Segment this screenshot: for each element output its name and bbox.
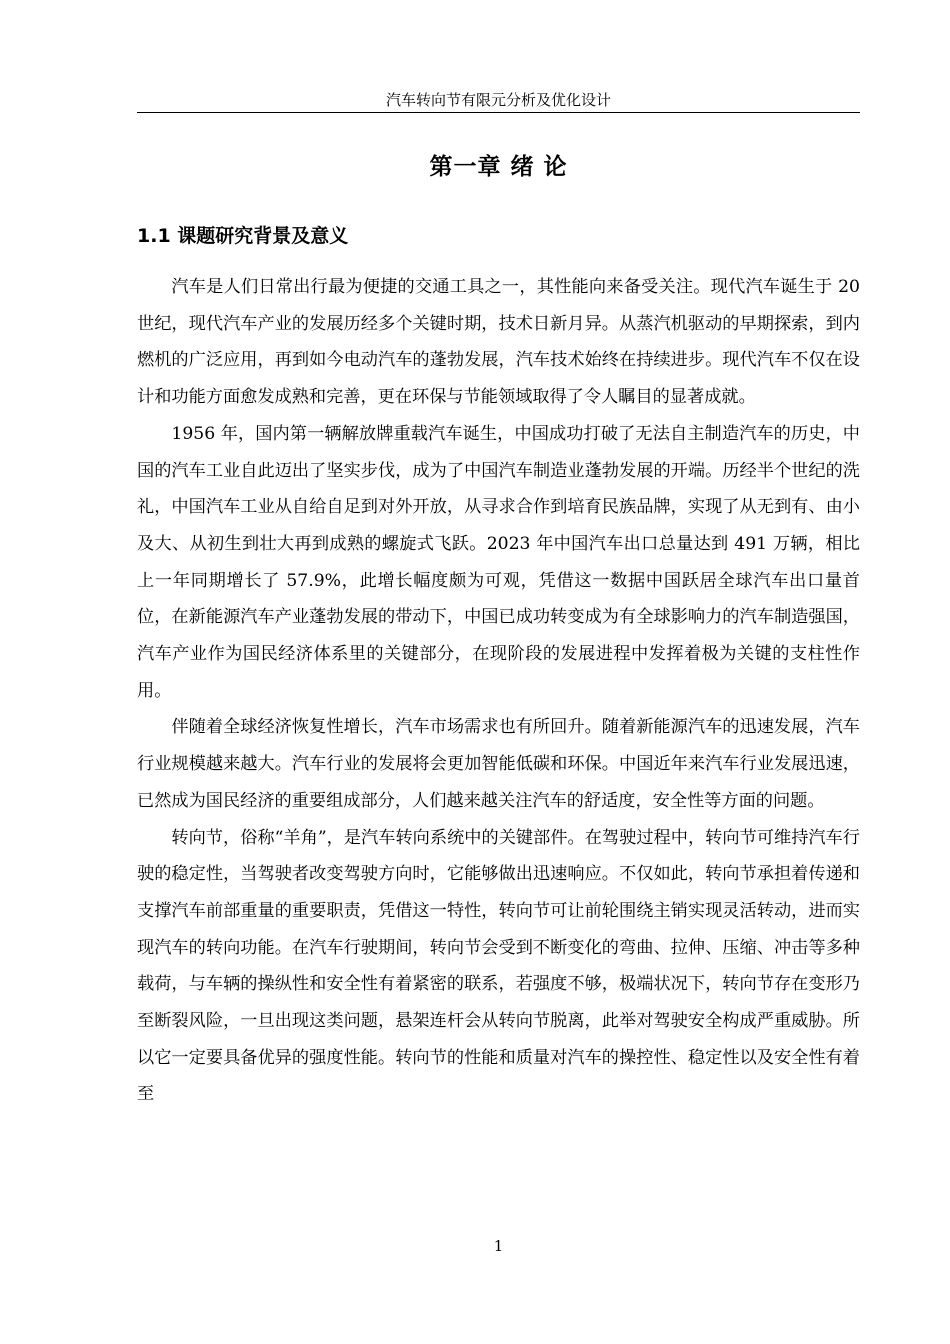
paragraph-4: 转向节，俗称“羊角”，是汽车转向系统中的关键部件。在驾驶过程中，转向节可维持汽车行驶的稳定性，当驾驶者改变驾驶方向时，它能够做出迅速响应。不仅如此，转向节承担着传递和支撑汽车前部重量的重要职责，凭借这一特性，转向节可让前轮围绕主销实现灵活转动，进而实现汽车的转向功能。在汽车行驶期间，转向节会受到不断变化的弯曲、拉伸、压缩、冲击等多种载荷，与车辆的操纵性和安全性有着紧密的联系，若强度不够，极端状况下，转向节存在变形乃至断裂风险，一旦出现这类问题，悬架连杆会从转向节脱离，此举对驾驶安全构成严重威胁。所以它一定要具备优异的强度性能。转向节的性能和质量对汽车的操控性、稳定性以及安全性有着至 <box>137 827 860 1105</box>
page-number: 1 <box>493 1237 504 1255</box>
header-rule <box>137 112 860 113</box>
running-header: 汽车转向节有限元分析及优化设计 <box>385 91 611 109</box>
paragraph-3: 伴随着全球经济恢复性增长，汽车市场需求也有所回升。随着新能源汽车的迅速发展，汽车行业规模越来越大。汽车行业的发展将会更加智能低碳和环保。中国近年来汽车行业发展迅速，已然成为国民经济的重要组成部分，人们越来越关注汽车的舒适度，安全性等方面的问题。 <box>137 717 860 811</box>
paragraph-2: 1956 年，国内第一辆解放牌重载汽车诞生，中国成功打破了无法自主制造汽车的历史，中国的汽车工业自此迈出了坚实步伐，成为了中国汽车制造业蓬勃发展的开端。历经半个世纪的洗礼，中国汽车工业从自给自足到对外开放，从寻求合作到培育民族品牌，实现了从无到有、由小及大、从初生到壮大再到成熟的螺旋式飞跃。2023 年中国汽车出口总量达到 491 万辆，相比上一年同期增长了 57.9%，此增长幅度颇为可观，凭借这一数据中国跃居全球汽车出口量首位，在新能源汽车产业蓬勃发展的带动下，中国已成功转变成为有全球影响力的汽车制造强国，汽车产业作为国民经济体系里的关键部分，在现阶段的发展进程中发挥着极为关键的支柱性作用。 <box>137 423 860 701</box>
body-text <box>137 269 860 1113</box>
section-heading: 1.1 课题研究背景及意义 <box>137 225 349 247</box>
chapter-title: 第一章 绪 论 <box>429 154 568 180</box>
paragraph-1: 汽车是人们日常出行最为便捷的交通工具之一，其性能向来备受关注。现代汽车诞生于 20 世纪，现代汽车产业的发展历经多个关键时期，技术日新月异。从蒸汽机驱动的早期探索，到内燃机的广泛应用，再到如今电动汽车的蓬勃发展，汽车技术始终在持续进步。现代汽车不仅在设计和功能方面愈发成熟和完善，更在环保与节能领域取得了令人瞩目的显著成就。 <box>137 277 860 408</box>
